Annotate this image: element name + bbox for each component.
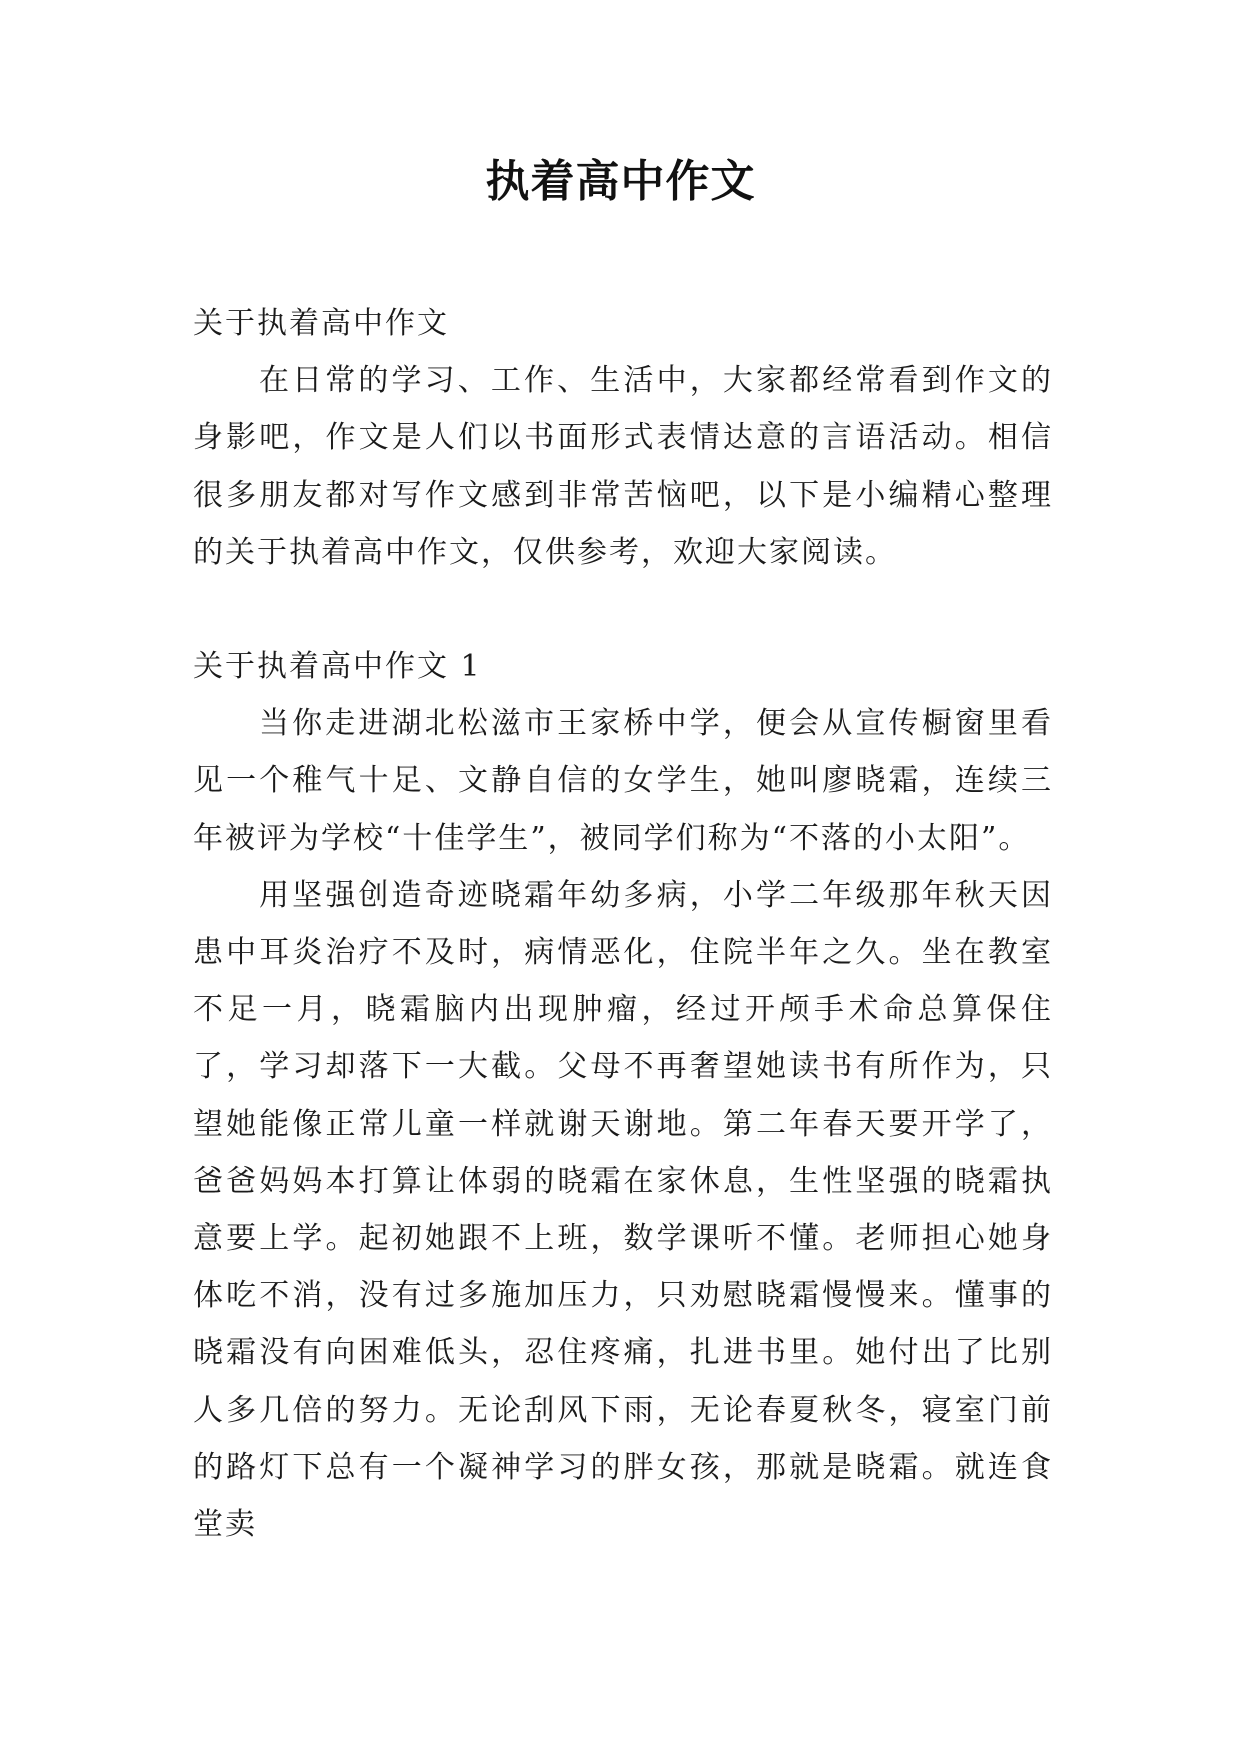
section1-paragraph-2: 用坚强创造奇迹晓霜年幼多病，小学二年级那年秋天因患中耳炎治疗不及时，病情恶化，住院半年之久。坐在教室不足一月，晓霜脑内出现肿瘤，经过开颅手术命总算保住了，学习却落下一大截。父母不再奢望她读书有所作为，只望她能像正常儿童一样就谢天谢地。第二年春天要开学了，爸爸妈妈本打算让体弱的晓霜在家休息，生性坚强的晓霜执意要上学。起初她跟不上班，数学课听不懂。老师担心她身体吃不消，没有过多施加压力，只劝慰晓霜慢慢来。懂事的晓霜没有向困难低头，忍住疼痛，扎进书里。她付出了比别人多几倍的努力。无论刮风下雨，无论春夏秋冬，寝室门前的路灯下总有一个凝神学习的胖女孩，那就是晓霜。就连食堂卖 (193, 877, 1053, 1543)
section-spacer (193, 581, 1053, 638)
intro-paragraph: 在日常的学习、工作、生活中，大家都经常看到作文的身影吧，作文是人们以书面形式表情达意的言语活动。相信很多朋友都对写作文感到非常苦恼吧，以下是小编精心整理的关于执着高中作文，仅供参考，欢迎大家阅读。 (193, 363, 1053, 570)
document-title: 执着高中作文 (485, 156, 756, 207)
section1-heading: 关于执着高中作文 1 (193, 649, 482, 685)
document-body (193, 295, 1053, 1553)
section1-paragraph-1: 当你走进湖北松滋市王家桥中学，便会从宣传橱窗里看见一个稚气十足、文静自信的女学生，她叫廖晓霜，连续三年被评为学校“十佳学生”，被同学们称为“不落的小太阳”。 (193, 706, 1053, 856)
intro-heading: 关于执着高中作文 (193, 306, 449, 341)
